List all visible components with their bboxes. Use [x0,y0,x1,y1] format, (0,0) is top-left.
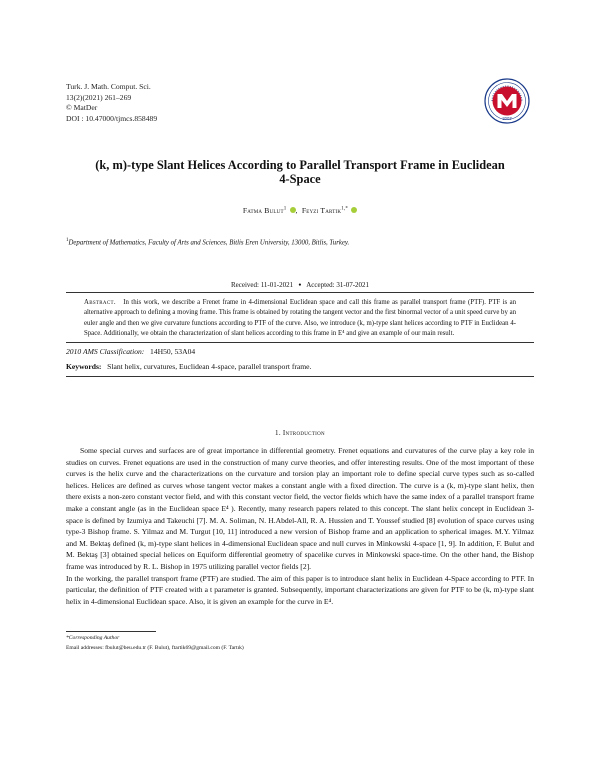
author-superscript: 1 [283,206,287,212]
corresponding-author-note: *Corresponding Author [66,635,120,641]
section-heading: 1. Introduction [275,429,325,437]
orcid-icon[interactable] [290,207,296,213]
title-line-2: 4-Space [279,172,321,186]
submission-dates [60,281,540,289]
intro-paragraph: Some special curves and surfaces are of great importance in differential geometry. Frenet equations and curvatures of the curve play a key role in studies on curves. Frenet equations are used in the construction of many curve theories, and offer interesting results. One of the most important of these curves is the helix curve and the characterizations on the curvature and torsion play an important role to define special curve types such as so-called helices. Helices are defined as curves whose tangent vector makes a constant angle with a fixed direction. The curve is a (k, m)-type slant helix, then there exists a non-zero constant vector field, and with this constant vector field, the vector fields which have the same index of a parallel transport frame make a constant angle (as in the Euclidean space E⁴ ). Recently, many research papers related to this concept. The slant helix concept in Euclidean 3-space is defined by Izumiya and Takeuchi [7]. M. A. Soliman, N. H.Abdel-All, R. A. Hussien and T. Youssef studied [8] evolution of space curves using type-3 Bishop frame. S. Yilmaz and M. Turgut [10, 11] introduced a new version of Bishop frame and an application to spherical images. M.Y. Yilmaz and M. Bektaş defined (k, m)-type slant helices in 4-dimensional Euclidean space and null curves in Minkowski 4-space [1, 9]. In addition, F. Bulut and M. Bektaş [3] obtained special helices on Equiform differential geometry of spacelike curves in Minkowski space-time. On the other hand, the Bishop frame was introduced by R. L. Bishop in 1975 utilizing parallel vector fields [2]. [66,446,534,571]
journal-doi[interactable]: DOI : 10.47000/tjmcs.858489 [66,113,158,123]
title-line-1: (k, m)-type Slant Helices According to Parallel Transport Frame in Euclidean [95,158,505,172]
ams-value: 14H50, 53A04 [150,347,196,356]
keywords [66,362,311,371]
journal-name: Turk. J. Math. Comput. Sci. [66,82,151,91]
abstract-text: In this work, we describe a Frenet frame in 4-dimensional Euclidean space and call this frame as parallel transport frame (PTF). PTF is an alternative approach to defining a moving frame. This frame is obtained by rotating the tangent vector and the first binormal vector of a unit speed curve by an euler angle and then we give curvature functions according to PTF of the curve. Also, we introduce (k, m)-type slant helices according to PTF in Euclidean 4-Space. Additionally, we obtain the characterization of slant helices according to this frame in E⁴ and give an example of our main result. [84,299,516,337]
author-list: Fatma Bulut$^1$ , Feyzi Tartik$^{1,*}$ [60,206,540,215]
journal-info [66,82,157,124]
footnote [66,634,244,653]
divider [66,342,534,343]
intro-paragraph: In the working, the parallel transport frame (PTF) are studied. The aim of this paper is to introduce slant helix in Euclidean 4-Space according to PTF. In particular, the definition of PTF created with a t parameter is granted. Subsequently, important characterizations are given for PTF to be (k, m)-type slant helix in 4-dimensional Euclidean space. Also, it is given an example for the curve in E⁴. [66,573,534,606]
author-name: Feyzi Tartik [301,206,342,215]
affiliation-superscript: 1 [66,238,69,243]
journal-logo [484,78,530,124]
journal-copyright: © MatDer [66,103,98,113]
abstract-label: Abstract. [84,299,116,306]
affiliation-text: Department of Mathematics, Faculty of Arts and Sciences, Bitlis Eren University, 13000, Bitlis, Turkey. [68,239,350,247]
paper-title [60,158,540,186]
keywords-label: Keywords: [66,362,102,371]
date-separator: ● [298,283,302,288]
abstract [84,298,516,339]
accepted-date: Accepted: 31-07-2021 [306,281,370,289]
introduction-body [66,445,534,607]
received-date: Received: 11-01-2021 [230,281,294,289]
ams-classification [66,347,195,356]
journal-issue: 13(2)(2021) 261–269 [66,92,132,102]
logo-year: 2007 [502,116,512,121]
email-addresses[interactable]: Email addresses: fbulut@beu.edu.tr (F. Bulut), ftartik69@gmail.com (F. Tartık) [66,644,244,651]
affiliation [66,238,536,246]
ams-label: 2010 AMS Classification: [66,347,145,356]
author-name: Fatma Bulut [242,206,284,215]
author-superscript: 1,* [341,206,349,212]
divider [66,376,534,377]
orcid-icon[interactable] [351,207,357,213]
footnote-divider [66,631,156,632]
divider [66,292,534,293]
keywords-value: Slant helix, curvatures, Euclidean 4-space, parallel transport frame. [107,362,312,371]
